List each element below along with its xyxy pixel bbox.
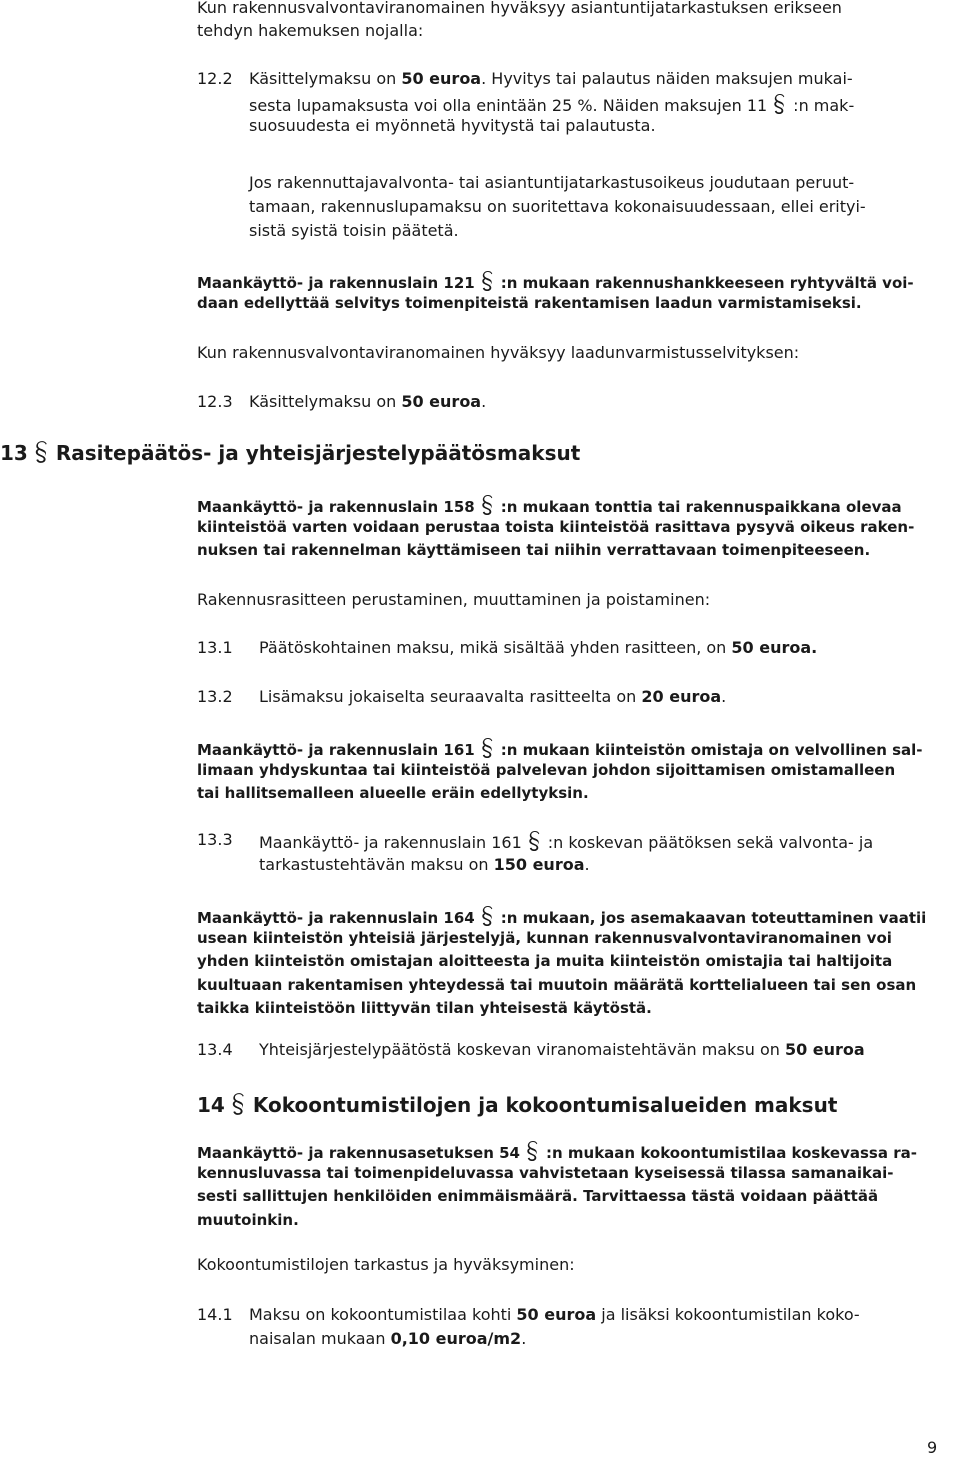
- item-12-3-text: Käsittelymaksu on 50 euroa.: [249, 392, 487, 411]
- law-164-line-5: taikka kiinteistöön liittyvän tilan yhteisestä käytöstä.: [197, 999, 652, 1017]
- intro-line-2: tehdyn hakemuksen nojalla:: [197, 21, 424, 40]
- kokoon-heading: Kokoontumistilojen tarkastus ja hyväksyminen:: [197, 1255, 575, 1274]
- heading-14: 14 Kokoontumistilojen ja kokoontumisalueiden maksut: [197, 1093, 838, 1117]
- item-13-2-number: 13.2: [197, 687, 233, 706]
- item-13-3-line-1: Maankäyttö- ja rakennuslain 161 :n koskevan päätöksen sekä valvonta- ja: [259, 830, 873, 852]
- section-sign-icon: [479, 905, 497, 927]
- item-13-1-number: 13.1: [197, 638, 233, 657]
- jos-line-2: tamaan, rakennuslupamaksu on suoritettava kokonaisuudessaan, ellei erityi-: [249, 197, 866, 216]
- law-161-line-1: Maankäyttö- ja rakennuslain 161 :n mukaan kiinteistön omistaja on velvollinen sal-: [197, 737, 923, 759]
- section-sign-icon: [32, 440, 52, 464]
- law-158-line-1: Maankäyttö- ja rakennuslain 158 :n mukaan tonttia tai rakennuspaikkana olevaa: [197, 494, 902, 516]
- law-161-line-3: tai hallitsemalleen alueelle eräin edellytyksin.: [197, 784, 589, 802]
- law-164-line-4: kuultuaan rakentamisen yhteydessä tai muutoin määrätä korttelialueen tai sen osan: [197, 976, 917, 994]
- jos-line-1: Jos rakennuttajavalvonta- tai asiantuntijatarkastusoikeus joudutaan peruut-: [249, 173, 855, 192]
- asetus-54-line-4: muutoinkin.: [197, 1211, 299, 1229]
- item-13-3-line-2: tarkastustehtävän maksu on 150 euroa.: [259, 855, 590, 874]
- item-13-1-text: Päätöskohtainen maksu, mikä sisältää yhden rasitteen, on 50 euroa.: [259, 638, 818, 657]
- item-12-2-number: 12.2: [197, 69, 233, 88]
- item-12-2-line-2: sesta lupamaksusta voi olla enintään 25 %. Näiden maksujen 11 :n mak-: [249, 93, 854, 115]
- item-13-4-number: 13.4: [197, 1040, 233, 1059]
- item-12-3-number: 12.3: [197, 392, 233, 411]
- section-sign-icon: [479, 494, 497, 516]
- item-13-4-text: Yhteisjärjestelypäätöstä koskevan viranomaistehtävän maksu on 50 euroa: [259, 1040, 865, 1059]
- item-13-3-number: 13.3: [197, 830, 233, 849]
- law-161-line-2: limaan yhdyskuntaa tai kiinteistöä palvelevan johdon sijoittamisen omistamalleen: [197, 761, 896, 779]
- section-sign-icon: [479, 270, 497, 292]
- law-158-line-2: kiinteistöä varten voidaan perustaa toista kiinteistöä rasittava pysyvä oikeus raken-: [197, 518, 915, 536]
- law-164-line-1: Maankäyttö- ja rakennuslain 164 :n mukaan, jos asemakaavan toteuttaminen vaatii: [197, 905, 926, 927]
- asetus-54-line-1: Maankäyttö- ja rakennusasetuksen 54 :n mukaan kokoontumistilaa koskevassa ra-: [197, 1140, 917, 1162]
- section-sign-icon: [479, 737, 497, 759]
- law-121-line-2: daan edellyttää selvitys toimenpiteistä rakentamisen laadun varmistamiseksi.: [197, 294, 862, 312]
- law-164-line-3: yhden kiinteistön omistajan aloitteesta ja muita kiinteistön omistajia tai haltijoita: [197, 952, 893, 970]
- item-14-1-line-2: naisalan mukaan 0,10 euroa/m2.: [249, 1329, 527, 1348]
- item-12-2-line-3: suosuudesta ei myönnetä hyvitystä tai palautusta.: [249, 116, 656, 135]
- rasite-heading: Rakennusrasitteen perustaminen, muuttaminen ja poistaminen:: [197, 590, 711, 609]
- asetus-54-line-3: sesti sallittujen henkilöiden enimmäismäärä. Tarvittaessa tästä voidaan päättää: [197, 1187, 879, 1205]
- item-14-1-line-1: Maksu on kokoontumistilaa kohti 50 euroa ja lisäksi kokoontumistilan koko-: [249, 1305, 860, 1324]
- item-13-2-text: Lisämaksu jokaiselta seuraavalta rasitteelta on 20 euroa.: [259, 687, 727, 706]
- section-sign-icon: [771, 93, 789, 115]
- section-sign-icon: [229, 1092, 249, 1116]
- item-14-1-number: 14.1: [197, 1305, 233, 1324]
- jos-line-3: sistä syistä toisin päätetä.: [249, 221, 459, 240]
- item-12-2-line-1: Käsittelymaksu on 50 euroa. Hyvitys tai palautus näiden maksujen mukai-: [249, 69, 853, 88]
- asetus-54-line-2: kennusluvassa tai toimenpideluvassa vahvistetaan kyseisessä tilassa samanaikai-: [197, 1164, 894, 1182]
- section-sign-icon: [526, 830, 544, 852]
- law-158-line-3: nuksen tai rakennelman käyttämiseen tai niihin verrattavaan toimenpiteeseen.: [197, 541, 871, 559]
- heading-13: 13 Rasitepäätös- ja yhteisjärjestelypäätösmaksut: [0, 441, 581, 465]
- page-number: 9: [927, 1438, 938, 1457]
- section-sign-icon: [524, 1140, 542, 1162]
- law-121-line-1: Maankäyttö- ja rakennuslain 121 :n mukaan rakennushankkeeseen ryhtyvältä voi-: [197, 270, 914, 292]
- intro-line-1: Kun rakennusvalvontaviranomainen hyväksyy asiantuntijatarkastuksen erikseen: [197, 0, 842, 17]
- law-164-line-2: usean kiinteistön yhteisiä järjestelyjä, kunnan rakennusvalvontaviranomainen voi: [197, 929, 892, 947]
- kun-laadunvarmistus: Kun rakennusvalvontaviranomainen hyväksyy laadunvarmistusselvityksen:: [197, 343, 800, 362]
